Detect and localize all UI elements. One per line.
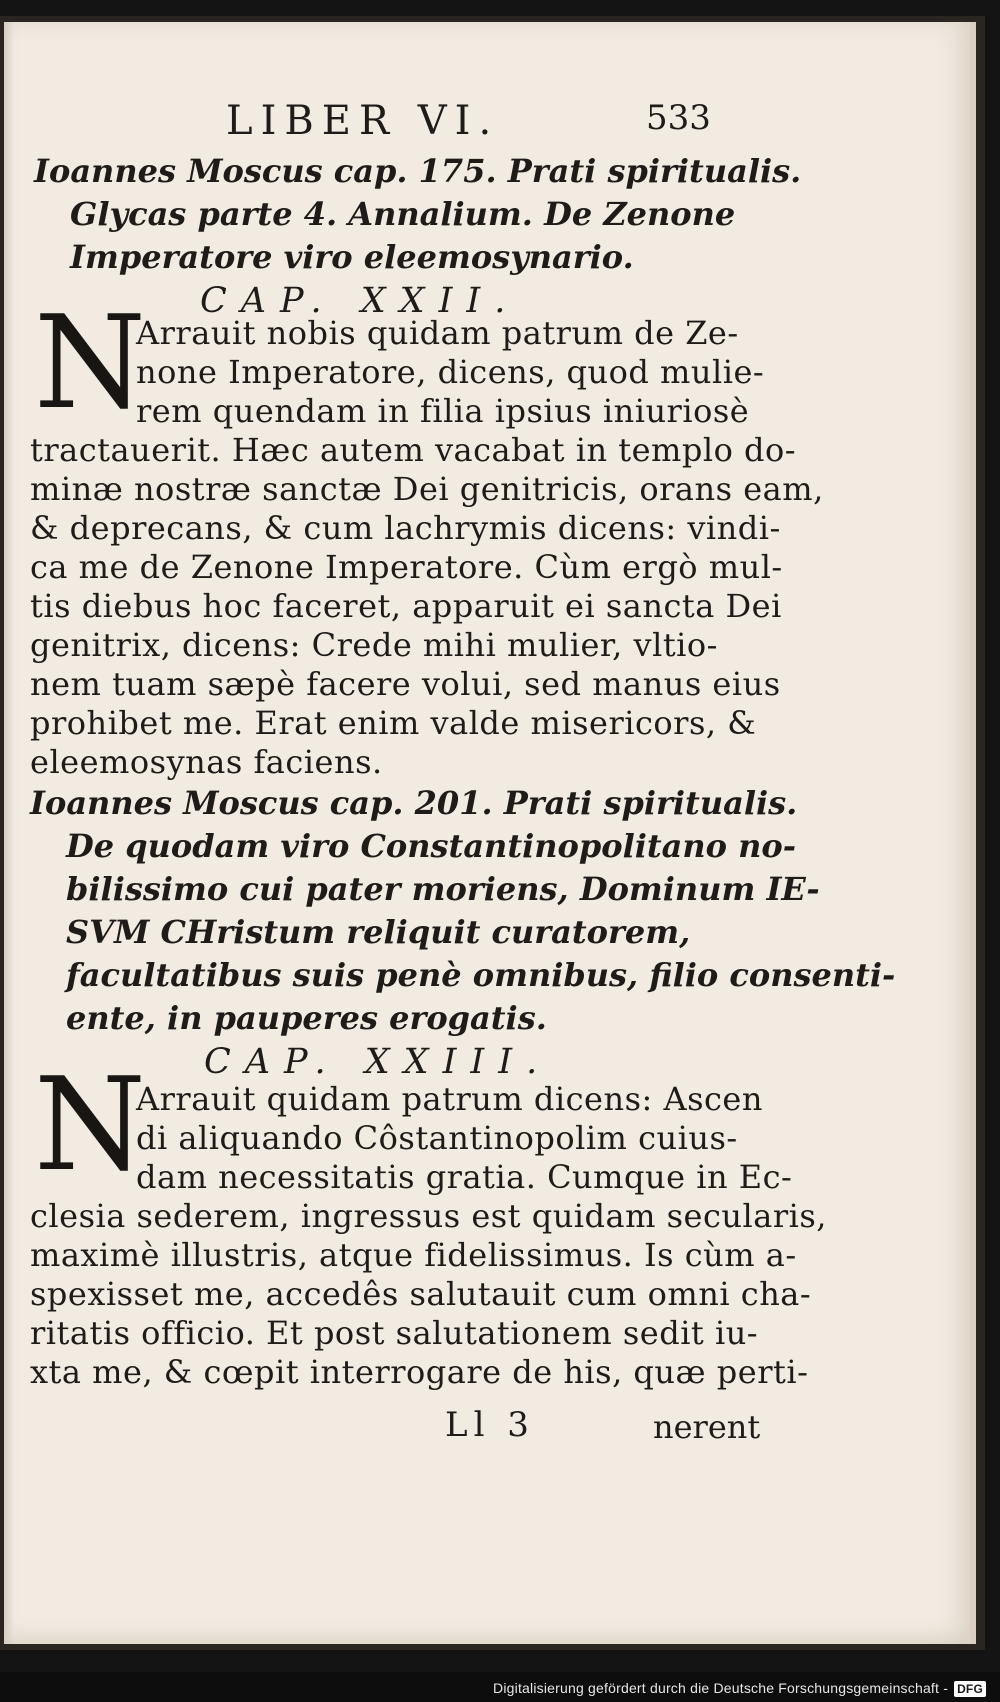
text-line: maximè illustris, atque fidelissimus. Is cùm a- (30, 1236, 797, 1274)
text-line: prohibet me. Erat enim valde misericors, & (30, 704, 757, 742)
text-line: none Imperatore, dicens, quod mulie- (136, 353, 765, 391)
text-line: nem tuam sæpè facere volui, sed manus eius (30, 665, 781, 703)
digitization-credit (493, 1680, 986, 1697)
text-line: minæ nostræ sanctæ Dei genitricis, orans eam, (30, 470, 824, 508)
chapter-summary-line: bilissimo cui pater moriens, Dominum IE- (66, 870, 820, 908)
chapter-summary-line: De quodam viro Constantinopolitano no- (66, 827, 797, 865)
text-line: & deprecans, & cum lachrymis dicens: vindi- (30, 509, 781, 547)
text-line: genitrix, dicens: Crede mihi mulier, vltio- (30, 626, 718, 664)
text-line: rem quendam in filia ipsius iniuriosè (136, 392, 750, 430)
text-line: tractauerit. Hæc autem vacabat in templo do- (30, 431, 797, 469)
text-line: clesia sederem, ingressus est quidam secularis, (30, 1197, 827, 1235)
page-header (4, 96, 976, 156)
text-line: di aliquando Côstantinopolim cuius- (136, 1119, 738, 1157)
text-line: eleemosynas faciens. (30, 743, 383, 781)
dfg-logo: DFG (954, 1681, 986, 1697)
drop-capital: N (34, 1051, 146, 1200)
credit-bar (0, 1672, 1000, 1702)
drop-capital: N (34, 289, 146, 438)
chapter-summary-line: SVM CHristum reliquit curatorem, (66, 913, 691, 951)
page-number: 533 (646, 98, 711, 138)
text-line: spexisset me, accedês salutauit cum omni cha- (30, 1275, 812, 1313)
chapter-summary-line: facultatibus suis penè omnibus, filio consenti- (66, 956, 896, 994)
running-head: LIBER VI. (226, 98, 500, 144)
catchword: nerent (653, 1408, 761, 1446)
chapter-summary-line: Imperatore viro eleemosynario. (70, 238, 634, 276)
text-line: ritatis officio. Et post salutationem sedit iu- (30, 1314, 759, 1352)
text-line: Arrauit nobis quidam patrum de Ze- (136, 314, 739, 352)
text-line: tis diebus hoc faceret, apparuit ei sancta Dei (30, 587, 782, 625)
chapter-summary-line: Glycas parte 4. Annalium. De Zenone (70, 195, 736, 233)
signature-mark: Ll 3 (445, 1405, 535, 1445)
credit-text: Digitalisierung gefördert durch die Deutsche Forschungsgemeinschaft - (493, 1680, 949, 1696)
book-page (4, 22, 976, 1644)
chapter-heading: CAP. XXIII. (204, 1042, 552, 1082)
chapter-summary-line: Ioannes Moscus cap. 201. Prati spiritualis. (30, 784, 798, 822)
chapter-heading: CAP. XXII. (200, 281, 520, 321)
chapter-summary-line: ente, in pauperes erogatis. (66, 999, 547, 1037)
chapter-summary-line: Ioannes Moscus cap. 175. Prati spiritualis. (34, 152, 802, 190)
text-line: Arrauit quidam patrum dicens: Ascen (136, 1080, 763, 1118)
page-gutter (4, 22, 14, 1644)
text-line: dam necessitatis gratia. Cumque in Ec- (136, 1158, 793, 1196)
text-line: ca me de Zenone Imperatore. Cùm ergò mul- (30, 548, 783, 586)
text-line: xta me, & cœpit interrogare de his, quæ perti- (30, 1353, 809, 1391)
